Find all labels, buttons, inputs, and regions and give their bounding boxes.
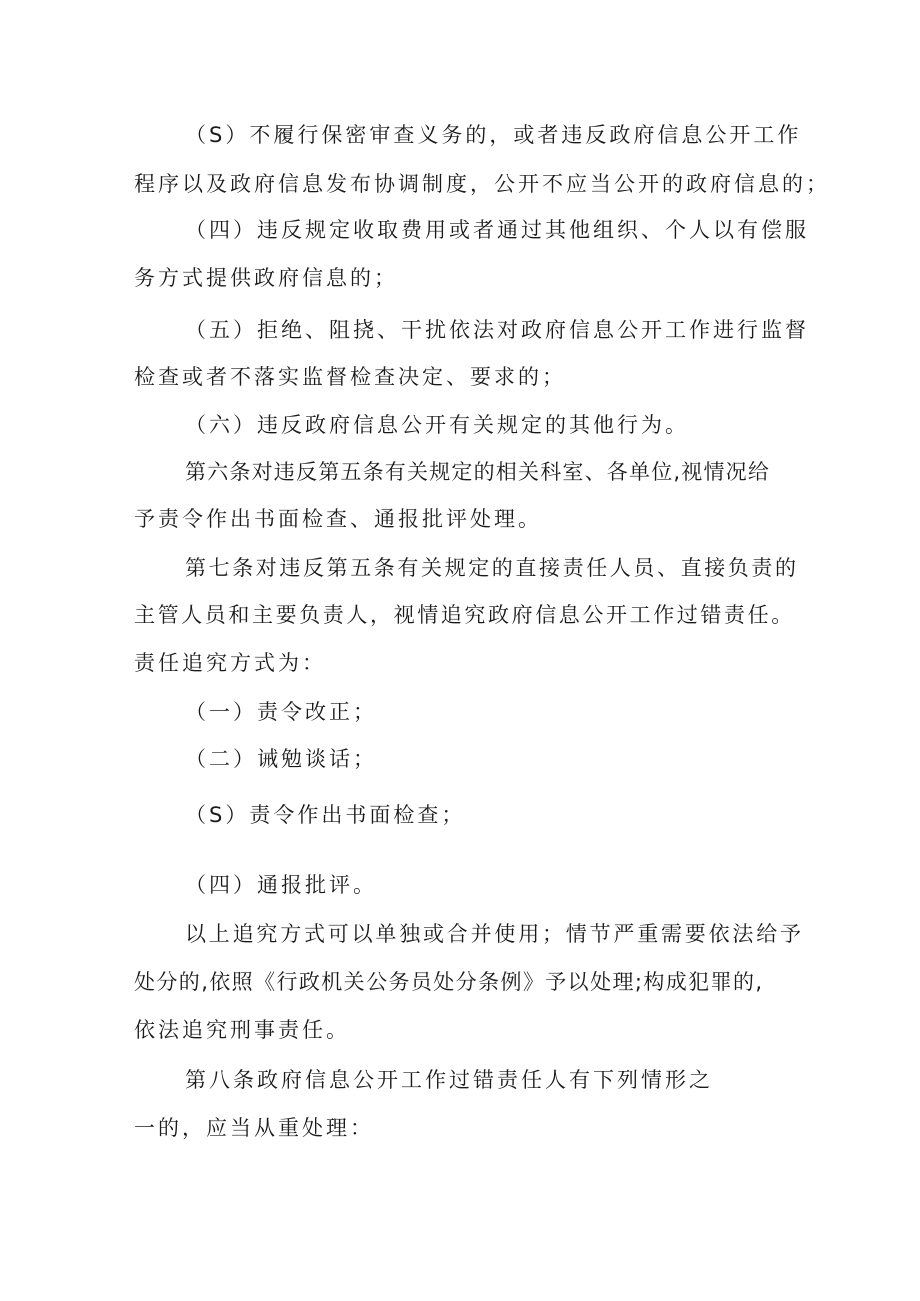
text-line: （五）拒绝、阻挠、干扰依法对政府信息公开工作进行监督 [185, 318, 809, 342]
text-line: 责任追究方式为： [134, 651, 326, 675]
text-line: 以上追究方式可以单独或合并使用；情节严重需要依法给予 [185, 922, 804, 946]
text-line: 处分的,依照《行政机关公务员处分条例》予以处理;构成犯罪的, [134, 970, 764, 994]
text-line: （四）违反规定收取费用或者通过其他组织、个人以有偿服 [185, 218, 809, 242]
list-item: （二）诫勉谈话； [185, 747, 377, 771]
text-line: 程序以及政府信息发布协调制度，公开不应当公开的政府信息的； [134, 172, 830, 196]
article-eight: 第八条政府信息公开工作过错责任人有下列情形之 [185, 1068, 713, 1092]
article-six: 第六条对违反第五条有关规定的相关科室、各单位,视情况给 [185, 460, 771, 484]
text-line: 依法追究刑事责任。 [134, 1018, 350, 1042]
list-item: （S）责令作出书面检查； [185, 803, 466, 827]
text-line: 主管人员和主要负责人，视情追究政府信息公开工作过错责任。 [134, 603, 795, 627]
text-line: 予责令作出书面检查、通报批评处理。 [134, 507, 542, 531]
text-line: 检查或者不落实监督检查决定、要求的； [134, 365, 566, 389]
text-line: （六）违反政府信息公开有关规定的其他行为。 [185, 413, 689, 437]
text-line: 务方式提供政府信息的； [134, 266, 398, 290]
article-seven: 第七条对违反第五条有关规定的直接责任人员、直接负责的 [185, 556, 799, 580]
text-line: （S）不履行保密审查义务的，或者违反政府信息公开工作 [185, 123, 802, 147]
text-line: 一的，应当从重处理： [134, 1116, 374, 1140]
list-item: （一）责令改正； [185, 700, 377, 724]
list-item: （四）通报批评。 [185, 873, 377, 897]
